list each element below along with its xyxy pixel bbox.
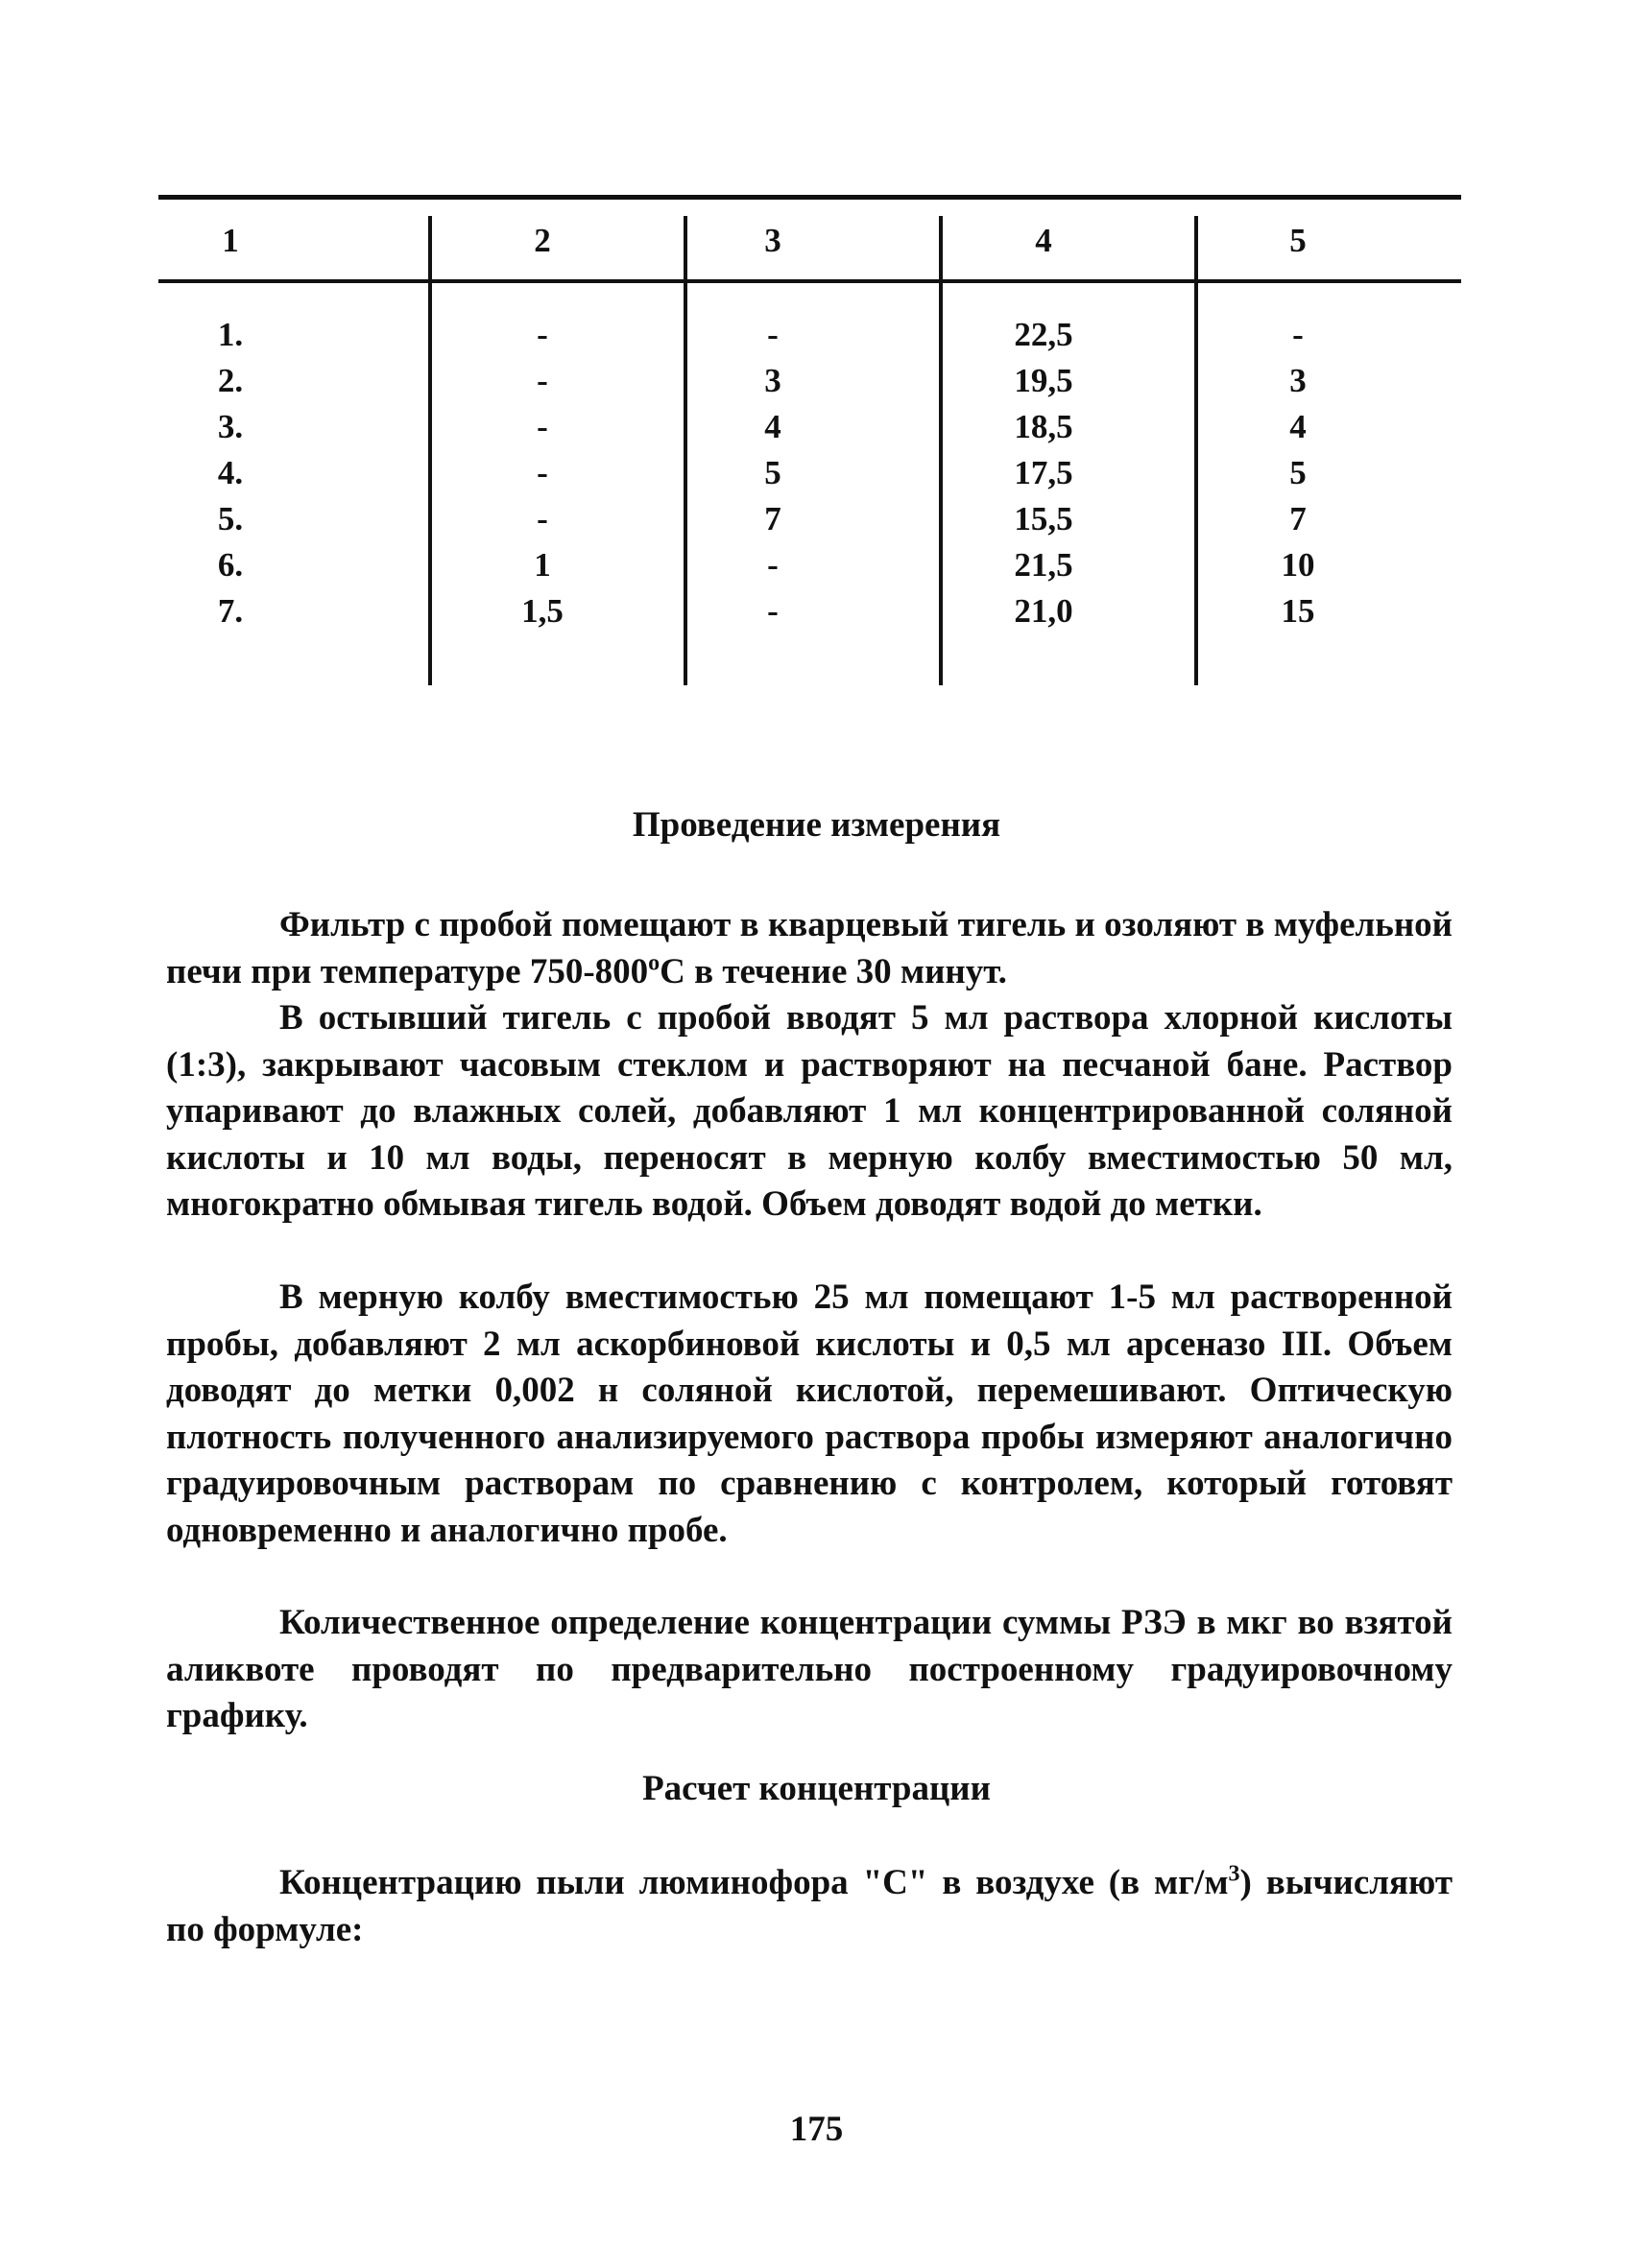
column-header: 5: [1289, 222, 1307, 259]
table-cell: 7: [1289, 500, 1307, 537]
table-cell: -: [537, 408, 548, 445]
paragraph-text: С в течение 30 минут.: [660, 951, 1007, 991]
section-heading-measurement: Проведение измерения: [632, 805, 1001, 845]
section-heading-calculation: Расчет концентрации: [642, 1769, 991, 1808]
table-cell: 17,5: [1014, 454, 1073, 491]
table-header-rule: [158, 279, 1461, 283]
table-cell: -: [767, 592, 779, 630]
table-cell: 5: [764, 454, 781, 491]
table-cell: 1.: [217, 316, 244, 353]
paragraph-flask: В мерную колбу вместимостью 25 мл помещают 1-5 мл растворенной пробы, добавляют 2 мл аскорбиновой кислоты и 0,5 мл арсеназо III. Объем доводят до метки 0,002 н соляной кислотой, перемешивают. Оптическую плотность полученного анализируемого раствора пробы измеряют аналогично градуировочным растворам по сравнению с контролем, который готовят одновременно и аналогично пробе.: [166, 1277, 1453, 1550]
column-divider: [428, 283, 432, 685]
paragraph-text: ) вычисляют по формуле:: [166, 1863, 1453, 1949]
column-divider: [939, 283, 943, 685]
table-cell: 21,5: [1014, 546, 1073, 584]
column-header: 1: [222, 222, 239, 259]
table-cell: -: [537, 362, 548, 399]
paragraph-text: Концентрацию пыли люминофора "С" в воздухе (в мг/м: [279, 1863, 1229, 1902]
column-header: 3: [764, 222, 781, 259]
column-divider: [684, 216, 687, 279]
table-cell: 15,5: [1014, 500, 1073, 537]
table-cell: 3: [764, 362, 781, 399]
table-cell: 22,5: [1014, 316, 1073, 353]
paragraph-text: Фильтр с пробой помещают в кварцевый тигель и озоляют в муфельной печи при температуре 750-800: [166, 905, 1453, 991]
table-cell: -: [537, 454, 548, 491]
table-cell: 3: [1289, 362, 1307, 399]
table-cell: 19,5: [1014, 362, 1073, 399]
table-cell: 7.: [217, 592, 244, 630]
paragraph-crucible: В остывший тигель с пробой вводят 5 мл раствора хлорной кислоты (1:3), закрывают часовым стеклом и растворяют на песчаной бане. Раствор упаривают до влажных солей, добавляют 1 мл концентрированной соляной кислоты и 10 мл воды, переносят в мерную колбу вместимостью 50 мл, многократно обмывая тигель водой. Объем доводят водой до метки.: [166, 998, 1453, 1224]
column-header: 4: [1035, 222, 1052, 259]
table-cell: 1: [534, 546, 551, 584]
table-cell: 6.: [217, 546, 244, 584]
cube-superscript: 3: [1228, 1861, 1240, 1887]
table-cell: 4: [764, 408, 781, 445]
table-cell: 5: [1289, 454, 1307, 491]
table-cell: 18,5: [1014, 408, 1073, 445]
table-cell: 2.: [217, 362, 244, 399]
column-header: 2: [534, 222, 551, 259]
table-cell: -: [537, 316, 548, 353]
table-cell: 7: [764, 500, 781, 537]
column-divider: [684, 283, 687, 685]
data-table: [158, 195, 1461, 685]
degree-superscript: о: [648, 950, 660, 976]
column-divider: [428, 216, 432, 279]
table-cell: -: [1292, 316, 1304, 353]
paragraph-filter: [166, 902, 1453, 995]
table-cell: -: [767, 546, 779, 584]
column-divider: [939, 216, 943, 279]
table-cell: 4.: [217, 454, 244, 491]
table-cell: 5.: [217, 500, 244, 537]
table-top-rule: [158, 195, 1461, 200]
table-cell: -: [767, 316, 779, 353]
table-cell: 1,5: [521, 592, 564, 630]
table-cell: 4: [1289, 408, 1307, 445]
table-cell: -: [537, 500, 548, 537]
paragraph-quantification: Количественное определение концентрации суммы РЗЭ в мкг во взятой аликвоте проводят по предварительно построенному градуировочному графику.: [166, 1603, 1453, 1735]
table-cell: 3.: [217, 408, 244, 445]
column-divider: [1194, 283, 1198, 685]
page-number: 175: [789, 2110, 844, 2149]
table-cell: 10: [1281, 546, 1315, 584]
column-divider: [1194, 216, 1198, 279]
table-cell: 15: [1281, 592, 1315, 630]
paragraph-formula-intro: [166, 1860, 1453, 1953]
table-cell: 21,0: [1014, 592, 1073, 630]
